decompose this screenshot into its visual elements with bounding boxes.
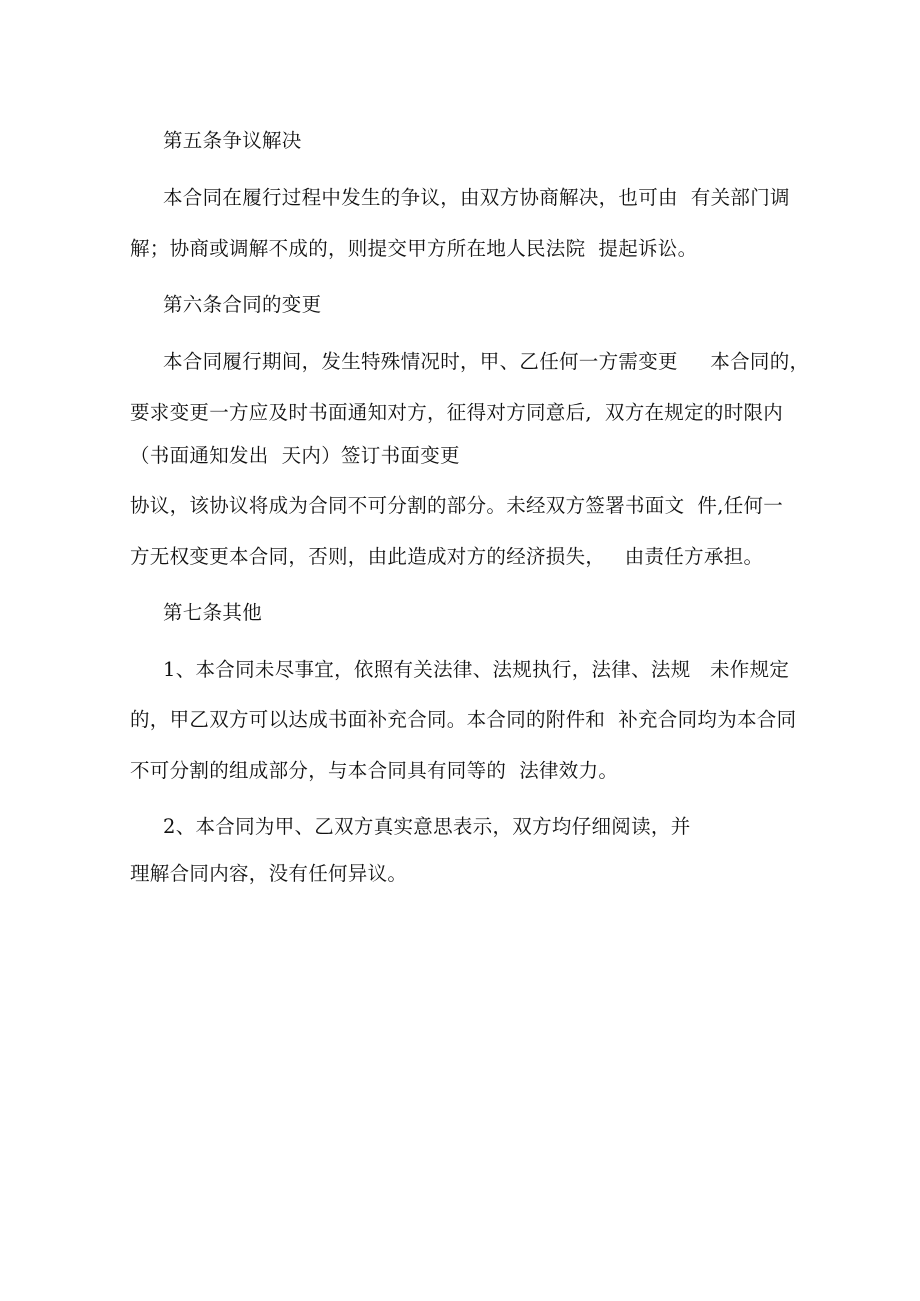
section-heading-article-5: 第五条争议解决 bbox=[163, 129, 302, 152]
text-line: 1、本合同未尽事宜，依照有关法律、法规执行，法律、法规 未作规定 bbox=[163, 658, 790, 681]
text-line: 本合同履行期间，发生特殊情况时，甲、乙任何一方需变更 本合同的， bbox=[163, 350, 810, 373]
text-line: 不可分割的组成部分，与本合同具有同等的 法律效力。 bbox=[130, 759, 619, 782]
text-line: 理解合同内容，没有任何异议。 bbox=[130, 862, 408, 885]
text-line: 解；协商或调解不成的，则提交甲方所在地人民法院 提起诉讼。 bbox=[130, 237, 698, 260]
text-line: 2、本合同为甲、乙双方真实意思表示，双方均仔细阅读，并 bbox=[163, 815, 691, 838]
section-heading-article-6: 第六条合同的变更 bbox=[163, 293, 322, 316]
text-line: 协议，该协议将成为合同不可分割的部分。未经双方签署书面文 件,任何一 bbox=[130, 494, 784, 517]
text-line: （书面通知发出 天内）签订书面变更 bbox=[130, 444, 460, 467]
section-heading-article-7: 第七条其他 bbox=[163, 601, 263, 624]
text-line: 方无权变更本合同，否则，由此造成对方的经济损失， 由责任方承担。 bbox=[130, 545, 764, 568]
text-line: 要求变更一方应及时书面通知对方，征得对方同意后, 双方在规定的时限内 bbox=[130, 401, 784, 424]
text-line: 本合同在履行过程中发生的争议，由双方协商解决，也可由 有关部门调 bbox=[163, 186, 790, 209]
text-line: 的，甲乙双方可以达成书面补充合同。本合同的附件和 补充合同均为本合同 bbox=[130, 708, 797, 731]
